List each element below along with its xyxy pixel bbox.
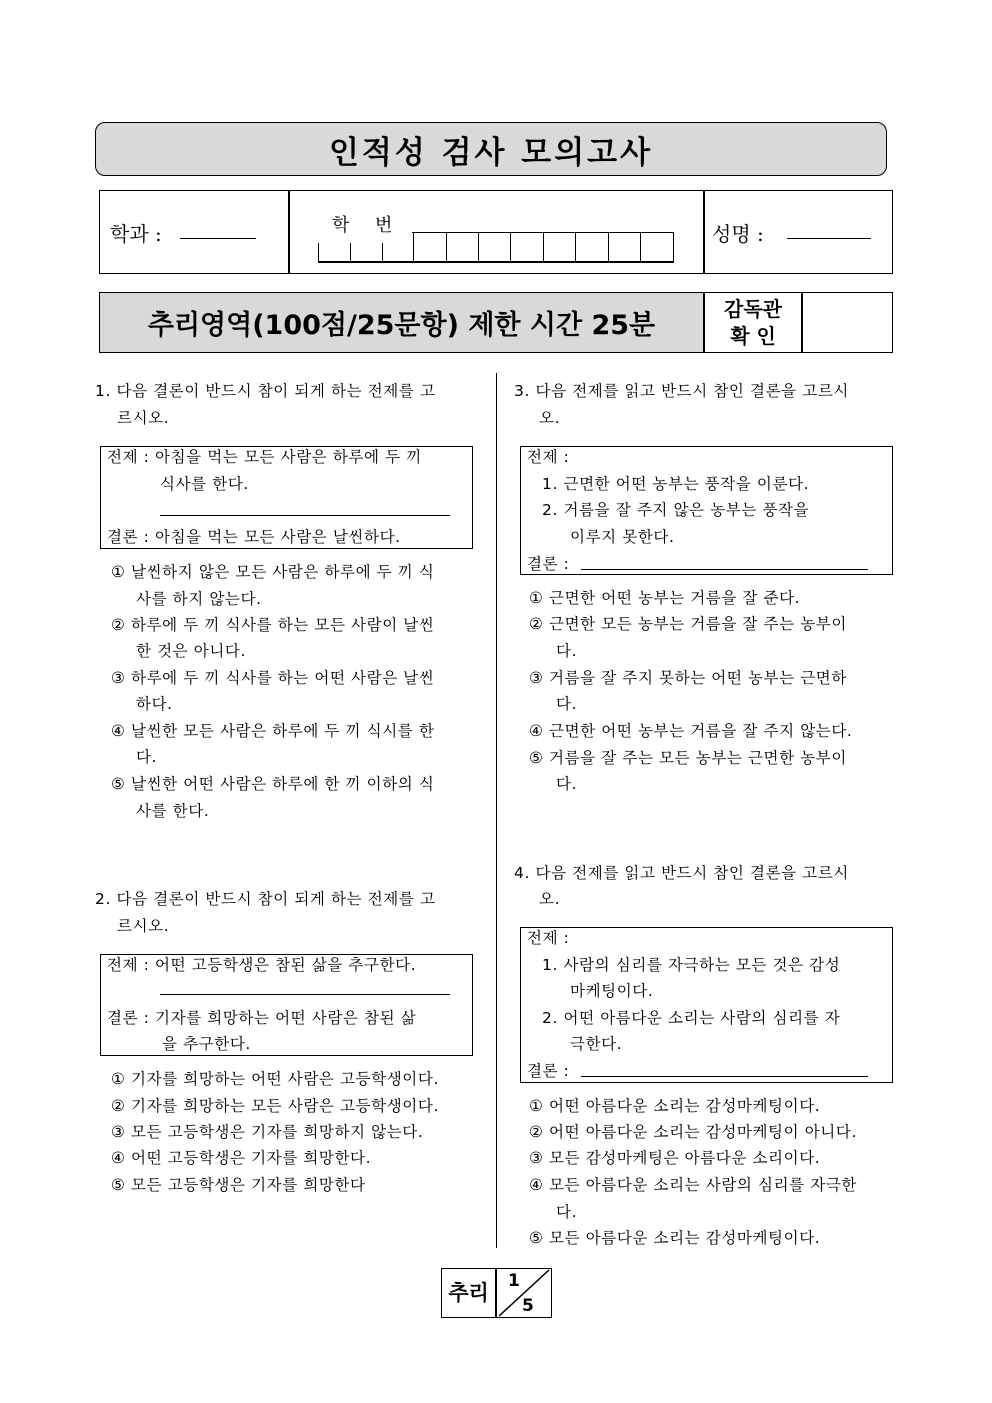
q1-option-5[interactable]: ⑤ 날씬한 어떤 사람은 하루에 한 끼 이하의 식 [111,775,435,793]
q3-premise-label: 전제 : [527,448,570,466]
q2-option-3[interactable]: ③ 모든 고등학생은 기자를 희망하지 않는다. [111,1123,424,1141]
name-field[interactable] [787,238,871,239]
student-id-cell-divider [318,243,319,261]
q2-option-4[interactable]: ④ 어떤 고등학생은 기자를 희망한다. [111,1149,372,1167]
page-number: 1 [508,1271,520,1291]
q2-option-2[interactable]: ② 기자를 희망하는 모든 사람은 고등학생이다. [111,1097,439,1115]
student-id-label-1: 학 [332,215,350,236]
q1-premise-line1: 전제 : 아침을 먹는 모든 사람은 하루에 두 끼 [107,448,422,466]
student-id-cell-divider [446,232,447,261]
q4-premise-2: 2. 어떤 아름다운 소리는 사람의 심리를 자 [542,1009,841,1027]
supervisor-label-line2: 확 인 [730,323,776,348]
student-id-cell-divider [413,232,414,261]
q3-option-3-cont: 다. [556,695,578,713]
info-divider [703,190,705,274]
q1-blank-line [160,515,450,516]
q1-option-2-cont: 한 것은 아니다. [136,642,247,660]
supervisor-label [705,293,801,352]
q2-option-5[interactable]: ⑤ 모든 고등학생은 기자를 희망한다 [111,1176,366,1194]
q1-option-4[interactable]: ④ 날씬한 모든 사람은 하루에 두 끼 식시를 한 [111,722,435,740]
student-id-cell-divider [382,243,383,261]
q1-stem-line2: 르시오. [117,409,170,427]
q1-option-2[interactable]: ② 하루에 두 끼 식사를 하는 모든 사람이 날씬 [111,616,435,634]
q1-option-1-cont: 사를 하지 않는다. [136,590,262,608]
column-divider [496,373,497,1248]
q1-option-4-cont: 다. [136,748,158,766]
q4-stem-line2: 오. [539,890,561,908]
info-divider [288,190,290,274]
q4-option-5[interactable]: ⑤ 모든 아름다운 소리는 감성마케팅이다. [529,1229,821,1247]
q3-premise-1: 1. 근면한 어떤 농부는 풍작을 이룬다. [542,475,810,493]
q4-option-2[interactable]: ② 어떤 아름다운 소리는 감성마케팅이 아니다. [529,1123,857,1141]
student-id-cell-divider [575,232,576,261]
q2-stem-line1: 2. 다음 결론이 반드시 참이 되게 하는 전제를 고 [95,890,436,908]
q4-premise-1: 1. 사람의 심리를 자극하는 모든 것은 감성 [542,956,841,974]
q4-premise-1-cont: 마케팅이다. [570,982,654,1000]
q3-conclusion-label: 결론 : [527,555,570,573]
q1-option-3[interactable]: ③ 하루에 두 끼 식사를 하는 어떤 사람은 날씬 [111,669,435,687]
q3-stem-line1: 3. 다음 전제를 읽고 반드시 참인 결론을 고르시 [514,382,849,400]
q1-conclusion: 결론 : 아침을 먹는 모든 사람은 날씬하다. [107,528,401,546]
q4-conclusion-label: 결론 : [527,1062,570,1080]
student-id-cell-divider [543,232,544,261]
q2-blank-line [160,994,450,995]
q1-stem-line1: 1. 다음 결론이 반드시 참이 되게 하는 전제를 고 [95,382,436,400]
q2-stem-line2: 르시오. [117,917,170,935]
q3-option-4[interactable]: ④ 근면한 어떤 농부는 거름을 잘 주지 않는다. [529,722,853,740]
student-id-cell-divider [608,232,609,261]
q4-option-4[interactable]: ④ 모든 아름다운 소리는 사람의 심리를 자극한 [529,1176,857,1194]
student-id-cell-divider [673,232,674,261]
q3-option-2-cont: 다. [556,642,578,660]
q3-stem-line2: 오. [539,409,561,427]
name-label: 성명 : [712,222,764,246]
q4-premise-box [520,927,893,1083]
q2-option-1[interactable]: ① 기자를 희망하는 어떤 사람은 고등학생이다. [111,1070,439,1088]
q1-option-1[interactable]: ① 날씬하지 않은 모든 사람은 하루에 두 끼 식 [111,563,435,581]
student-id-cell-divider [350,243,351,261]
q2-conclusion-line1: 결론 : 기자를 희망하는 어떤 사람은 참된 삶 [107,1009,417,1027]
student-id-label-2: 번 [375,215,393,236]
page-total: 5 [522,1296,534,1316]
q4-premise-2-cont: 극한다. [570,1035,623,1053]
q4-option-4-cont: 다. [556,1203,578,1221]
supervisor-label-line1: 감독관 [724,296,782,321]
student-id-grid-bottom [318,261,674,263]
dept-label: 학과 : [110,222,162,246]
q3-option-2[interactable]: ② 근면한 모든 농부는 거름을 잘 주는 농부이 [529,615,847,633]
q3-option-5-cont: 다. [556,775,578,793]
q2-conclusion-line2: 을 추구한다. [162,1035,251,1053]
section-divider [801,292,803,353]
q3-option-3[interactable]: ③ 거름을 잘 주지 못하는 어떤 농부는 근면하 [529,669,847,687]
q4-option-3[interactable]: ③ 모든 감성마케팅은 아름다운 소리이다. [529,1149,821,1167]
q4-option-1[interactable]: ① 어떤 아름다운 소리는 감성마케팅이다. [529,1097,821,1115]
q3-blank-line [581,569,868,570]
page-indicator-label: 추리 [448,1281,489,1305]
q4-blank-line [581,1076,868,1077]
q1-option-3-cont: 하다. [136,695,173,713]
section-title: 추리영역(100점/25문항) 제한 시간 25분 [147,310,656,341]
q3-premise-2: 2. 거름을 잘 주지 않은 농부는 풍작을 [542,501,810,519]
dept-field[interactable] [180,238,256,239]
student-id-cell-divider [478,232,479,261]
q3-option-1[interactable]: ① 근면한 어떤 농부는 거름을 잘 준다. [529,589,801,607]
q1-premise-line2: 식사를 한다. [160,475,249,493]
q3-option-5[interactable]: ⑤ 거름을 잘 주는 모든 농부는 근면한 농부이 [529,749,847,767]
q4-stem-line1: 4. 다음 전제를 읽고 반드시 참인 결론을 고르시 [514,864,849,882]
q4-premise-label: 전제 : [527,929,570,947]
q2-premise-line1: 전제 : 어떤 고등학생은 참된 삶을 추구한다. [107,956,417,974]
q1-option-5-cont: 사를 한다. [136,802,210,820]
q3-premise-2-cont: 이루지 못한다. [570,528,675,546]
student-id-cell-divider [640,232,641,261]
student-id-cell-divider [510,232,511,261]
page-title: 인적성 검사 모의고사 [95,122,887,176]
